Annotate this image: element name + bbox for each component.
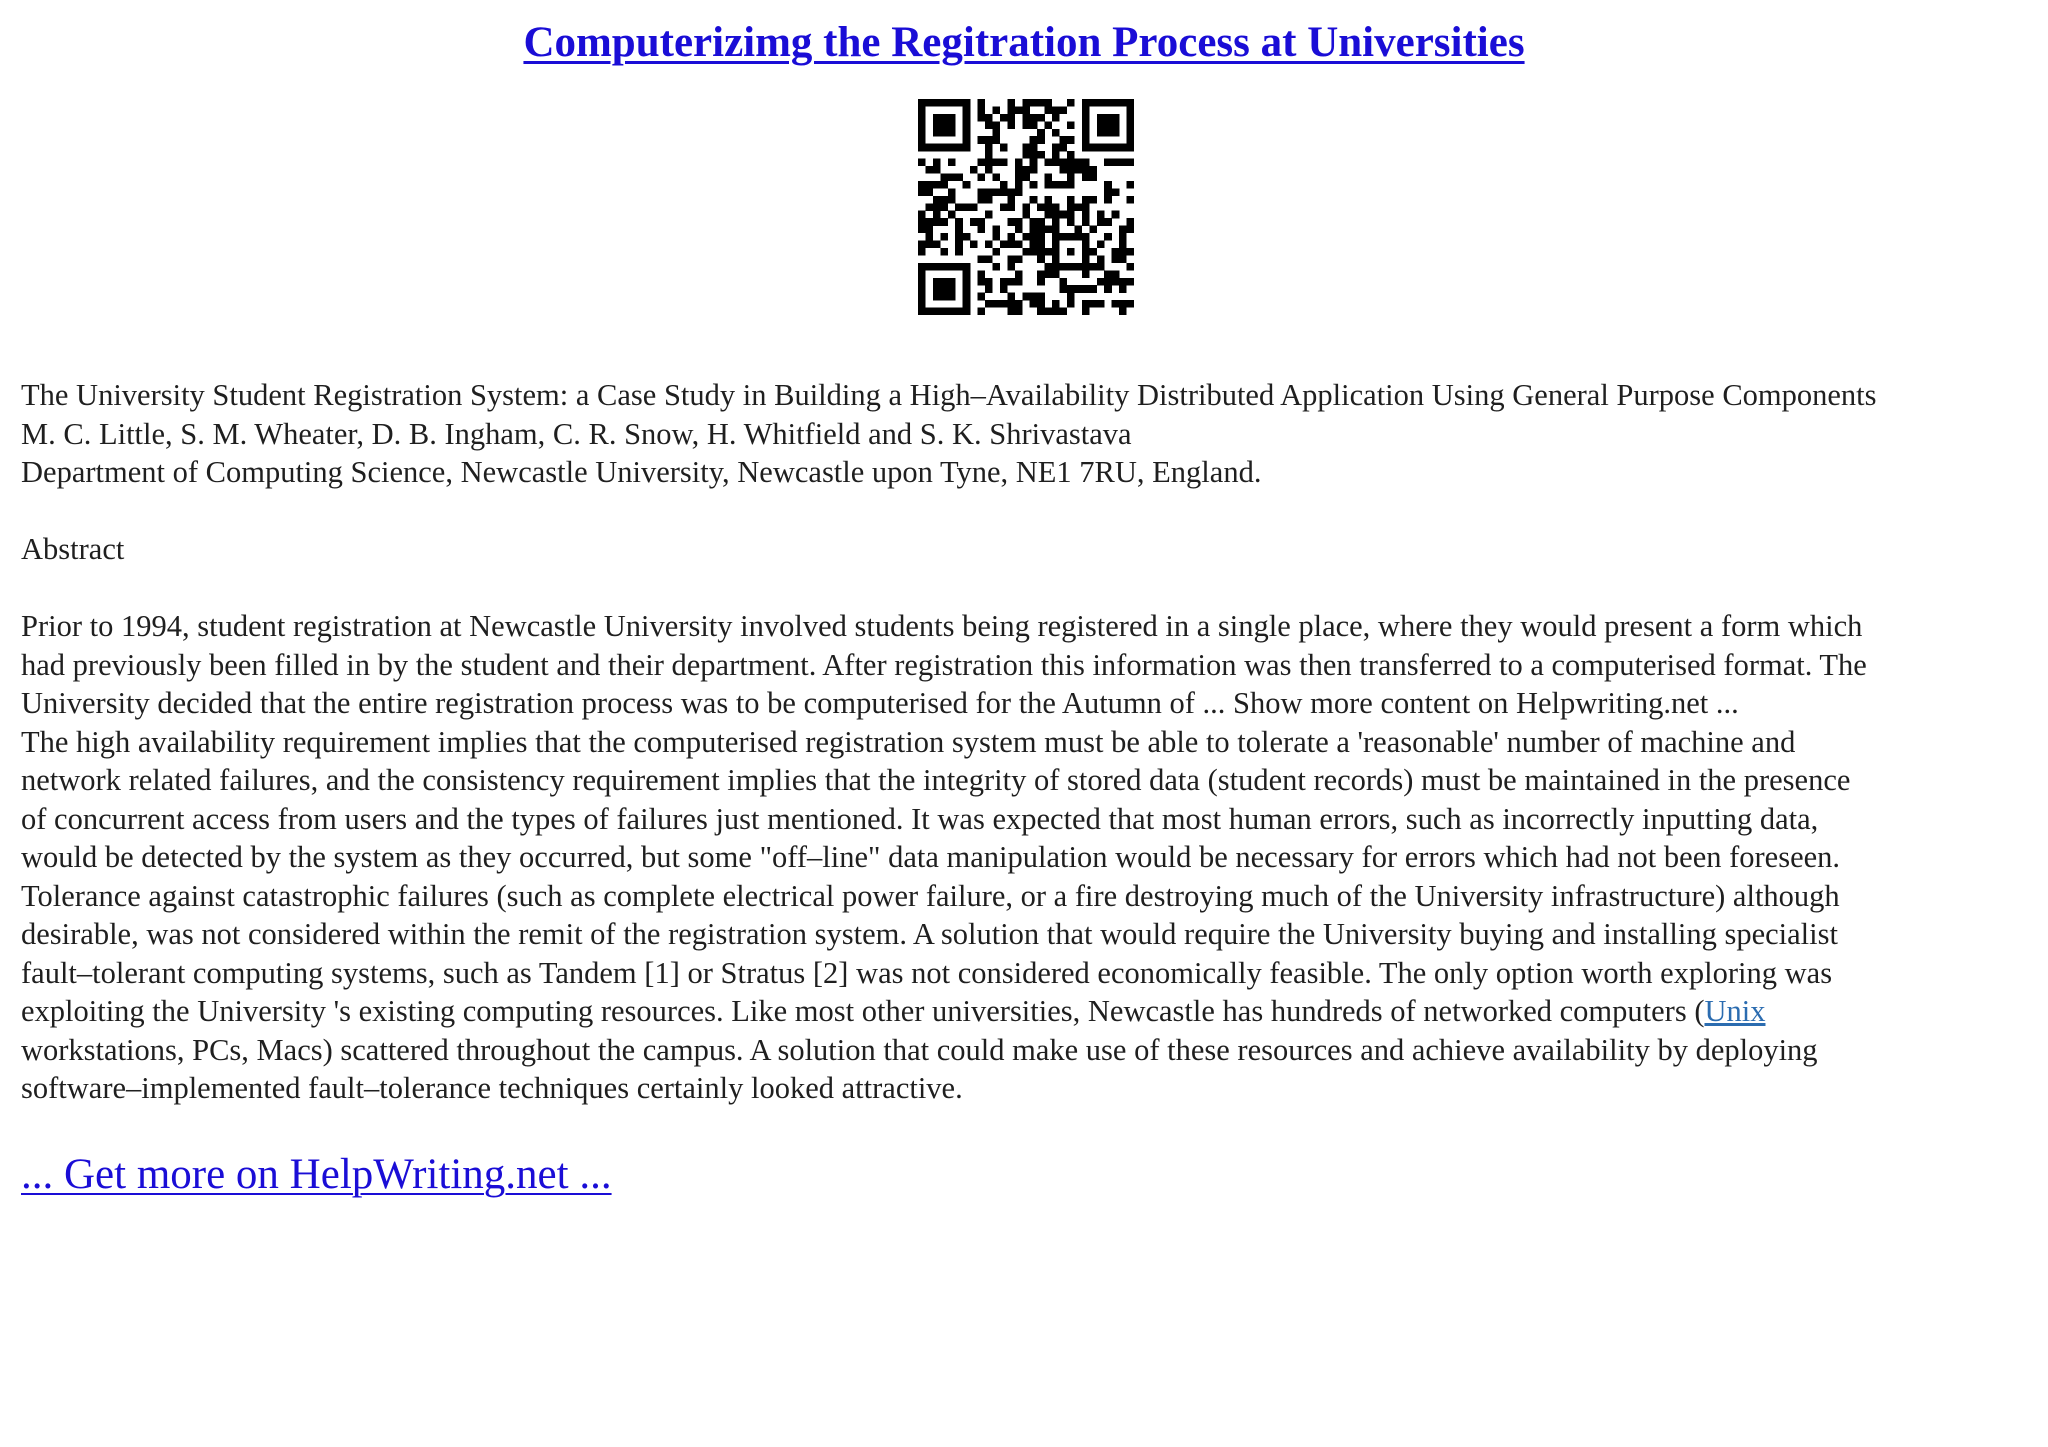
spacer <box>21 569 2031 608</box>
paragraph2-line: would be detected by the system as they occurred, but some "off–line" data manipulation would be necessary for errors which had not been foreseen. <box>21 840 1841 874</box>
paper-authors: M. C. Little, S. M. Wheater, D. B. Ingham, C. R. Snow, H. Whitfield and S. K. Shrivastava <box>21 416 1132 451</box>
paragraph2-line: network related failures, and the consistency requirement implies that the integrity of stored data (student records) must be maintained in the presence <box>21 763 1851 797</box>
paragraph2-line: software–implemented fault–tolerance techniques certainly looked attractive. <box>21 1071 963 1105</box>
paragraph2-line: desirable, was not considered within the remit of the registration system. A solution that would require the University buying and installing specialist <box>21 917 1838 951</box>
paragraph2-text: exploiting the University 's existing computing resources. Like most other universities, Newcastle has hundreds of networked computers ( <box>21 994 1705 1028</box>
paragraph2-line: Tolerance against catastrophic failures (such as complete electrical power failure, or a fire destroying much of the University infrastructure) although <box>21 878 1840 913</box>
document-title-link[interactable]: Computerizimg the Regitration Process at Universities <box>523 19 1525 66</box>
qr-code-graphic <box>918 99 1134 315</box>
paper-title: The University Student Registration System: a Case Study in Building a High–Availability Distributed Application Using General Purpose Components <box>21 378 1877 412</box>
unix-link[interactable]: Unix <box>1704 994 1766 1028</box>
spacer <box>21 492 2031 531</box>
paper-affiliation: Department of Computing Science, Newcastle University, Newcastle upon Tyne, NE1 7RU, England. <box>21 455 1262 489</box>
paragraph1-line: University decided that the entire registration process was to be computerised for the Autumn of ... Show more content on Helpwriting.net ... <box>21 686 1739 720</box>
paragraph2-line: workstations, PCs, Macs) scattered throughout the campus. A solution that could make use of these resources and achieve availability by deploying <box>21 1032 1818 1067</box>
paragraph2-line: of concurrent access from users and the types of failures just mentioned. It was expected that most human errors, such as incorrectly inputting data, <box>21 801 1819 836</box>
more-link-container <box>21 1150 612 1199</box>
abstract-heading: Abstract <box>21 532 125 566</box>
article-body <box>21 376 2031 1108</box>
get-more-link[interactable]: ... Get more on HelpWriting.net ... <box>21 1151 612 1198</box>
paragraph2-line-with-link <box>21 992 2031 1031</box>
qr-code-icon <box>918 99 1134 315</box>
paragraph1-line: had previously been filled in by the student and their department. After registration this information was then transferred to a computerised format. The <box>21 647 1867 682</box>
paragraph2-line: The high availability requirement implies that the computerised registration system must be able to tolerate a 'reasonable' number of machine and <box>21 724 1796 759</box>
title-container <box>0 18 2048 67</box>
paragraph2-line: fault–tolerant computing systems, such as Tandem [1] or Stratus [2] was not considered economically feasible. The only option worth exploring was <box>21 955 1833 990</box>
paragraph1-line: Prior to 1994, student registration at Newcastle University involved students being registered in a single place, where they would present a form which <box>21 609 1863 643</box>
